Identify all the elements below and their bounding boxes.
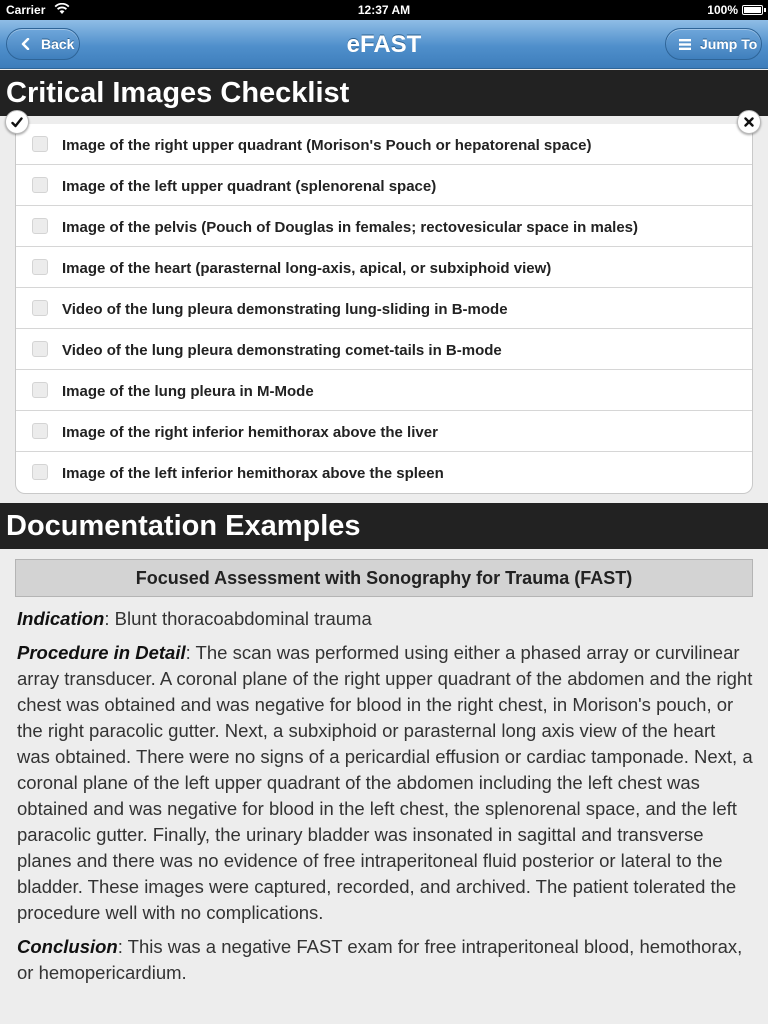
indication-paragraph [17,606,753,632]
checklist-item-label: Image of the right inferior hemithorax above the liver [62,424,438,441]
navigation-bar [0,20,768,69]
checkbox[interactable] [32,177,48,193]
check-all-button[interactable] [5,110,29,134]
checklist-heading: Critical Images Checklist [0,70,768,116]
checklist-item[interactable] [16,288,752,329]
checklist-item[interactable] [16,370,752,411]
checkbox[interactable] [32,218,48,234]
checkbox[interactable] [32,259,48,275]
indication-text: : Blunt thoracoabdominal trauma [104,608,372,629]
battery-icon [742,5,763,15]
procedure-term: Procedure in Detail [17,642,186,663]
checklist-item-label: Image of the heart (parasternal long-axis, apical, or subxiphoid view) [62,260,552,277]
procedure-text: : The scan was performed using either a phased array or curvilinear array transducer. A coronal plane of the right upper quadrant of the abdomen and the right chest was obtained and was negative for blood in the right chest, in Morison's pouch, or the right paracolic gutter. Next, a subxiphoid or parasternal long axis view of the heart was obtained. There were no signs of a pericardial effusion or cardiac tamponade. Next, a coronal plane of the left upper quadrant of the abdomen including the left chest was obtained and was negative for blood in the left chest, the splenorenal space, and the left paracolic gutter. Finally, the urinary bladder was insonated in sagittal and transverse planes and there was no evidence of free intraperitoneal fluid posterior or lateral to the bladder. These images were captured, recorded, and archived. The patient tolerated the procedure well with no complications. [17,642,753,923]
procedure-paragraph [17,640,753,926]
checklist-item[interactable] [16,124,752,165]
checklist-item[interactable] [16,329,752,370]
checkbox[interactable] [32,341,48,357]
status-time: 12:37 AM [357,3,411,17]
battery-percent: 100% [707,3,738,17]
checkbox[interactable] [32,300,48,316]
documentation-box-title: Focused Assessment with Sonography for Trauma (FAST) [15,559,753,597]
checklist-item-label: Video of the lung pleura demonstrating comet-tails in B-mode [62,342,502,359]
indication-term: Indication [17,608,105,629]
checklist-card [15,124,753,494]
conclusion-text: : This was a negative FAST exam for free intraperitoneal blood, hemothorax, or hemopericardium. [17,936,743,983]
checklist-item-label: Image of the left upper quadrant (splenorenal space) [62,178,437,195]
jump-to-label: Jump To [700,36,758,52]
jump-to-button[interactable] [665,28,762,60]
checklist-item-label: Image of the pelvis (Pouch of Douglas in females; rectovesicular space in males) [62,219,639,236]
back-label: Back [41,36,75,52]
checklist-item-label: Image of the left inferior hemithorax above the spleen [62,465,444,482]
menu-icon [676,35,694,53]
checkbox[interactable] [32,382,48,398]
checklist-item-label: Image of the lung pleura in M-Mode [62,383,314,400]
clear-all-button[interactable] [737,110,761,134]
checklist-item-label: Image of the right upper quadrant (Morison's Pouch or hepatorenal space) [62,137,592,154]
status-bar [0,0,768,20]
checkmark-icon [11,117,23,128]
documentation-text [17,606,753,994]
checkbox[interactable] [32,464,48,480]
conclusion-paragraph [17,934,753,986]
carrier-label: Carrier [6,3,46,17]
page-title: eFAST [346,31,422,58]
checklist-item[interactable] [16,165,752,206]
checklist-item[interactable] [16,247,752,288]
checkbox[interactable] [32,136,48,152]
checklist-item[interactable] [16,206,752,247]
checklist-item-label: Video of the lung pleura demonstrating lung-sliding in B-mode [62,301,508,318]
checklist-item[interactable] [16,411,752,452]
checklist-item[interactable] [16,452,752,493]
checkbox[interactable] [32,423,48,439]
close-icon [744,117,754,127]
documentation-heading: Documentation Examples [0,503,768,549]
conclusion-term: Conclusion [17,936,118,957]
